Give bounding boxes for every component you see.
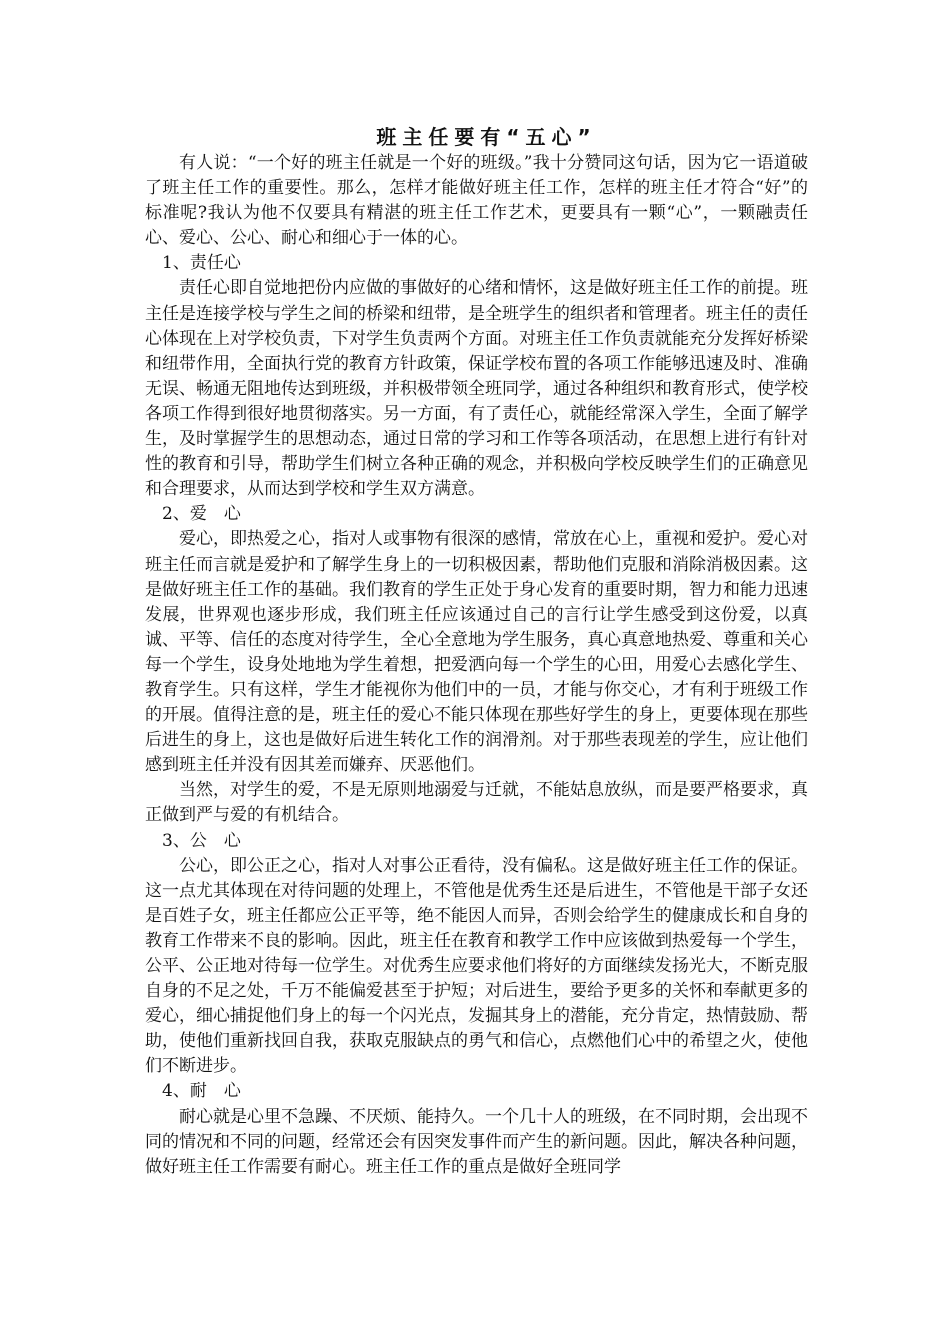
document-body xyxy=(145,124,808,1180)
section-heading-fairness: 3、公 心 xyxy=(162,830,241,851)
section-heading-love: 2、爱 心 xyxy=(162,504,241,525)
section-paragraph: 当然，对学生的爱，不是无原则地溺爱与迁就，不能姑息放纵，而是要严格要求，真正做到严与爱的有机结合。 xyxy=(145,780,808,826)
section-paragraph: 责任心即自觉地把份内应做的事做好的心绪和情怀，这是做好班主任工作的前提。班主任是连接学校与学生之间的桥梁和纽带，是全班学生的组织者和管理者。班主任的责任心体现在上对学校负责，下对学生负责两个方面。对班主任工作负责就能充分发挥好桥梁和纽带作用，全面执行党的教育方针政策，保证学校布置的各项工作能够迅速及时、准确无误、畅通无阻地传达到班级，并积极带领全班同学，通过各种组织和教育形式，使学校各项工作得到很好地贯彻落实。另一方面，有了责任心，就能经常深入学生，全面了解学生，及时掌握学生的思想动态，通过日常的学习和工作等各项活动，在思想上进行有针对性的教育和引导，帮助学生们树立各种正确的观念，并积极向学校反映学生们的正确意见和合理要求，从而达到学校和学生双方满意。 xyxy=(145,278,808,500)
section-paragraph: 耐心就是心里不急躁、不厌烦、能持久。一个几十人的班级，在不同时期，会出现不同的情况和不同的问题，经常还会有因突发事件而产生的新问题。因此，解决各种问题，做好班主任工作需要有耐心。班主任工作的重点是做好全班同学 xyxy=(145,1106,808,1177)
section-paragraph: 公心，即公正之心，指对人对事公正看待，没有偏私。这是做好班主任工作的保证。这一点尤其体现在对待问题的处理上，不管他是优秀生还是后进生，不管他是干部子女还是百姓子女，班主任都应公正平等，绝不能因人而异，否则会给学生的健康成长和自身的教育工作带来不良的影响。因此，班主任在教育和教学工作中应该做到热爱每一个学生，公平、公正地对待每一位学生。对优秀生应要求他们将好的方面继续发扬光大，不断克服自身的不足之处，千万不能偏爱甚至于护短；对后进生，要给予更多的关怀和奉献更多的爱心，细心捕捉他们身上的每一个闪光点，发掘其身上的潜能，充分肯定，热情鼓励、帮助，使他们重新找回自我，获取克服缺点的勇气和信心，点燃他们心中的希望之火，使他们不断进步。 xyxy=(145,855,808,1077)
document-title: 班主任要有“五心” xyxy=(376,125,597,149)
section-heading-patience: 4、耐 心 xyxy=(162,1081,241,1102)
intro-paragraph: 有人说：“一个好的班主任就是一个好的班级。”我十分赞同这句话，因为它一语道破了班主任工作的重要性。那么，怎样才能做好班主任工作，怎样的班主任才符合“好”的标准呢?我认为他不仅要具有精湛的班主任工作艺术，更要具有一颗“心”，一颗融责任心、爱心、公心、耐心和细心于一体的心。 xyxy=(145,153,808,249)
section-heading-responsibility: 1、责任心 xyxy=(162,253,241,274)
section-paragraph: 爱心，即热爱之心，指对人或事物有很深的感情，常放在心上，重视和爱护。爱心对班主任而言就是爱护和了解学生身上的一切积极因素，帮助他们克服和消除消极因素。这是做好班主任工作的基础。我们教育的学生正处于身心发育的重要时期，智力和能力迅速发展，世界观也逐步形成，我们班主任应该通过自己的言行让学生感受到这份爱，以真诚、平等、信任的态度对待学生，全心全意地为学生服务，真心真意地热爱、尊重和关心每一个学生，设身处地地为学生着想，把爱洒向每一个学生的心田，用爱心去感化学生、教育学生。只有这样，学生才能视你为他们中的一员，才能与你交心，才有利于班级工作的开展。值得注意的是，班主任的爱心不能只体现在那些好学生的身上，更要体现在那些后进生的身上，这也是做好后进生转化工作的润滑剂。对于那些表现差的学生，应让他们感到班主任并没有因其差而嫌弃、厌恶他们。 xyxy=(145,529,808,776)
